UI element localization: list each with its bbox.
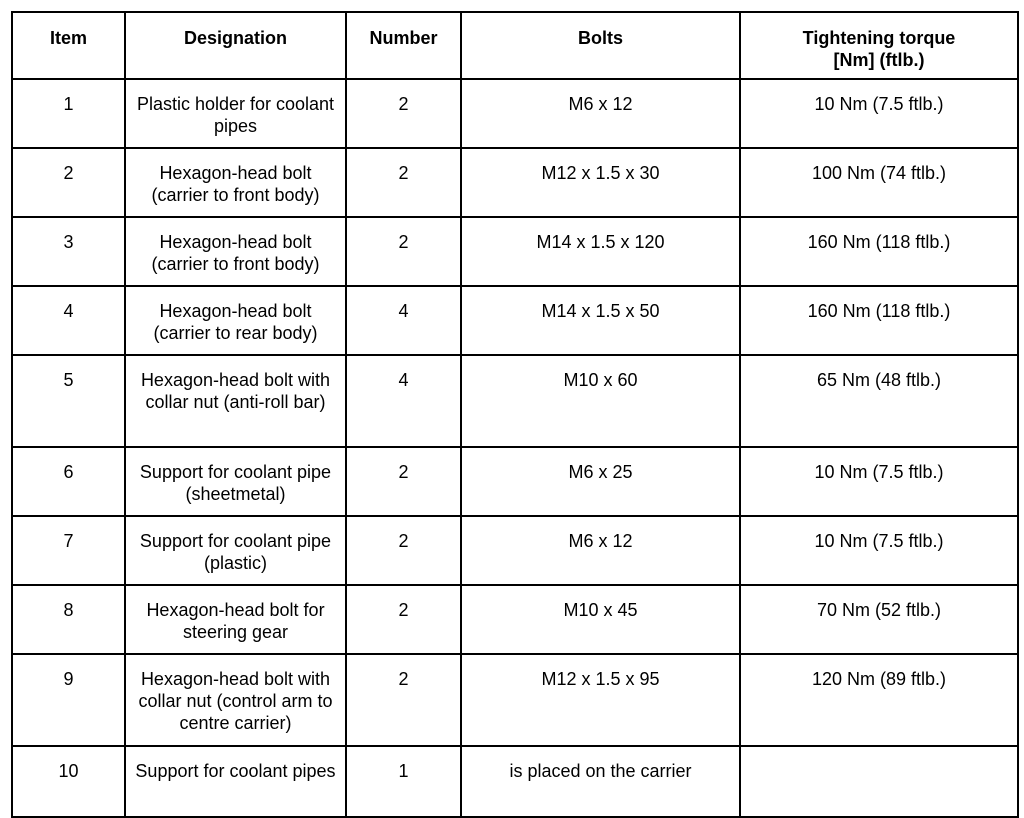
- cell-bolts: M6 x 12: [461, 79, 740, 148]
- cell-item: 1: [12, 79, 125, 148]
- cell-bolts: M6 x 12: [461, 516, 740, 585]
- cell-number: 2: [346, 516, 461, 585]
- cell-number: 4: [346, 286, 461, 355]
- header-number: Number: [346, 12, 461, 79]
- cell-number: 1: [346, 746, 461, 817]
- table-row: [12, 654, 1018, 746]
- cell-designation: Plastic holder for coolant pipes: [125, 79, 346, 148]
- cell-item: 7: [12, 516, 125, 585]
- cell-designation: Hexagon-head bolt (carrier to front body): [125, 148, 346, 217]
- cell-torque: 120 Nm (89 ftlb.): [740, 654, 1018, 746]
- cell-bolts: is placed on the carrier: [461, 746, 740, 817]
- cell-bolts: M12 x 1.5 x 95: [461, 654, 740, 746]
- cell-number: 2: [346, 148, 461, 217]
- table-row: [12, 447, 1018, 516]
- cell-designation: Hexagon-head bolt with collar nut (anti-roll bar): [125, 355, 346, 447]
- cell-designation: Hexagon-head bolt (carrier to front body): [125, 217, 346, 286]
- table-row: [12, 585, 1018, 654]
- header-item: Item: [12, 12, 125, 79]
- cell-item: 3: [12, 217, 125, 286]
- cell-torque: 10 Nm (7.5 ftlb.): [740, 79, 1018, 148]
- table-row: [12, 217, 1018, 286]
- cell-bolts: M10 x 60: [461, 355, 740, 447]
- cell-item: 4: [12, 286, 125, 355]
- cell-number: 2: [346, 447, 461, 516]
- header-designation: Designation: [125, 12, 346, 79]
- cell-number: 2: [346, 585, 461, 654]
- table-row: [12, 746, 1018, 817]
- tightening-torque-table: [11, 11, 1019, 818]
- cell-torque: 100 Nm (74 ftlb.): [740, 148, 1018, 217]
- cell-designation: Support for coolant pipes: [125, 746, 346, 817]
- cell-item: 5: [12, 355, 125, 447]
- cell-bolts: M12 x 1.5 x 30: [461, 148, 740, 217]
- cell-number: 4: [346, 355, 461, 447]
- cell-designation: Hexagon-head bolt for steering gear: [125, 585, 346, 654]
- cell-designation: Support for coolant pipe (plastic): [125, 516, 346, 585]
- cell-item: 8: [12, 585, 125, 654]
- cell-bolts: M14 x 1.5 x 120: [461, 217, 740, 286]
- table-row: [12, 286, 1018, 355]
- header-torque: Tightening torque [Nm] (ftlb.): [740, 12, 1018, 79]
- cell-item: 6: [12, 447, 125, 516]
- cell-item: 2: [12, 148, 125, 217]
- cell-torque: 70 Nm (52 ftlb.): [740, 585, 1018, 654]
- cell-number: 2: [346, 79, 461, 148]
- cell-torque: 160 Nm (118 ftlb.): [740, 286, 1018, 355]
- cell-item: 9: [12, 654, 125, 746]
- cell-torque: 10 Nm (7.5 ftlb.): [740, 447, 1018, 516]
- table-header-row: [12, 12, 1018, 79]
- cell-torque: 65 Nm (48 ftlb.): [740, 355, 1018, 447]
- table-row: [12, 516, 1018, 585]
- cell-item: 10: [12, 746, 125, 817]
- cell-number: 2: [346, 654, 461, 746]
- header-bolts: Bolts: [461, 12, 740, 79]
- table-row: [12, 79, 1018, 148]
- table-row: [12, 148, 1018, 217]
- cell-designation: Hexagon-head bolt with collar nut (control arm to centre carrier): [125, 654, 346, 746]
- cell-bolts: M10 x 45: [461, 585, 740, 654]
- cell-torque: 160 Nm (118 ftlb.): [740, 217, 1018, 286]
- table-row: [12, 355, 1018, 447]
- cell-torque: 10 Nm (7.5 ftlb.): [740, 516, 1018, 585]
- cell-bolts: M6 x 25: [461, 447, 740, 516]
- cell-designation: Support for coolant pipe (sheetmetal): [125, 447, 346, 516]
- cell-bolts: M14 x 1.5 x 50: [461, 286, 740, 355]
- cell-designation: Hexagon-head bolt (carrier to rear body): [125, 286, 346, 355]
- cell-number: 2: [346, 217, 461, 286]
- cell-torque: [740, 746, 1018, 817]
